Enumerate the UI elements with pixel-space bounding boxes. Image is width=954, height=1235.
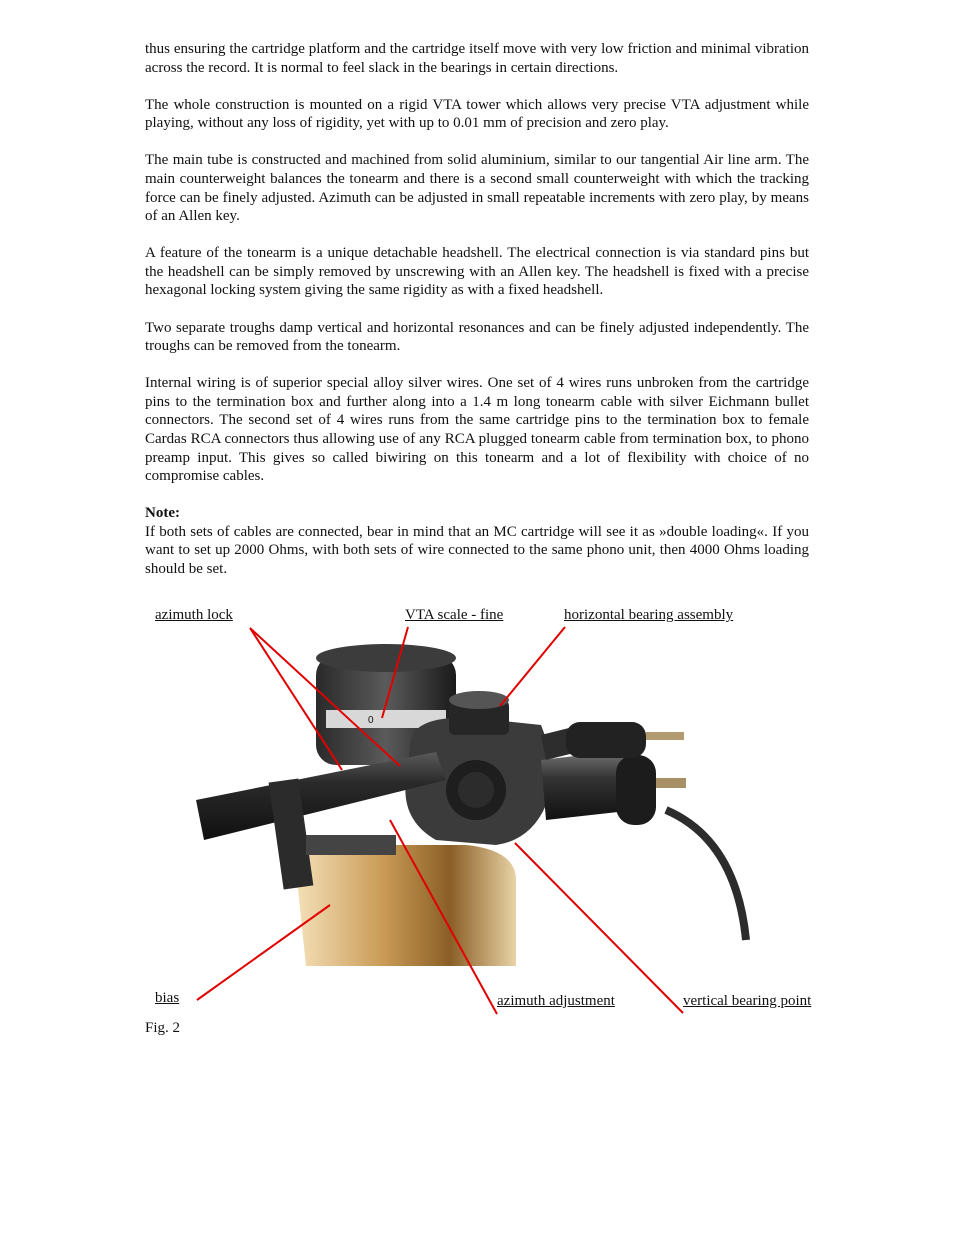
paragraph: The main tube is constructed and machined from solid aluminium, similar to our tangential Air line arm. The main counterweight balances the tonearm and there is a second small counterweight with which the tracking force can be finely adjusted. Azimuth can be adjusted in small repeatable increments with zero play, by means of an Allen key. xyxy=(145,152,809,225)
azimuth-adjustment-label: azimuth adjustment xyxy=(497,993,615,1009)
vertical-bearing-label: vertical bearing point xyxy=(683,993,812,1009)
vta-scale-mark: 0 xyxy=(368,715,374,726)
paragraph: thus ensuring the cartridge platform and the cartridge itself move with very low friction and minimal vibration across the record. It is normal to feel slack in the bearings in certain directions. xyxy=(145,41,809,76)
paragraph: A feature of the tonearm is a unique detachable headshell. The electrical connection is via standard pins but the headshell can be simply removed by unscrewing with an Allen key. The headshell is fixed with a precise hexagonal locking system giving the same rigidity as with a fixed headshell. xyxy=(145,245,809,299)
tonearm-photo xyxy=(196,640,752,966)
figure-caption: Fig. 2 xyxy=(145,1020,181,1036)
note-title: Note: xyxy=(145,505,180,522)
paragraph: Two separate troughs damp vertical and horizontal resonances and can be finely adjusted independently. The troughs can be removed from the tonearm. xyxy=(145,319,809,355)
paragraph: The whole construction is mounted on a rigid VTA tower which allows very precise VTA adjustment while playing, without any loss of rigidity, yet with up to 0.01 mm of precision and zero play. xyxy=(145,96,809,132)
vta-scale-label: VTA scale - fine xyxy=(405,607,504,623)
bias-label: bias xyxy=(155,990,180,1006)
note-body: If both sets of cables are connected, bear in mind that an MC cartridge will see it as »double loading«. If you want to set up 2000 Ohms, with both sets of wire connected to the same phono unit, then 4000 Ohms loading should be set. xyxy=(145,523,809,578)
horizontal-bearing-label: horizontal bearing assembly xyxy=(564,607,734,623)
azimuth-lock-label: azimuth lock xyxy=(155,607,233,623)
body-text xyxy=(145,40,809,579)
paragraph: Internal wiring is of superior special alloy silver wires. One set of 4 wires runs unbroken from the cartridge pins to the termination box and further along into a 1.4 m long tonearm cable with silver Eichmann bullet connectors. The second set of 4 wires runs from the same cartridge pins to the termination box to female Cardas RCA connectors thus allowing use of any RCA plugged tonearm cable from termination box, to phono preamp input. This gives so called biwiring on this tonearm and a lot of flexibility with choice of no compromise cables. xyxy=(145,375,809,485)
